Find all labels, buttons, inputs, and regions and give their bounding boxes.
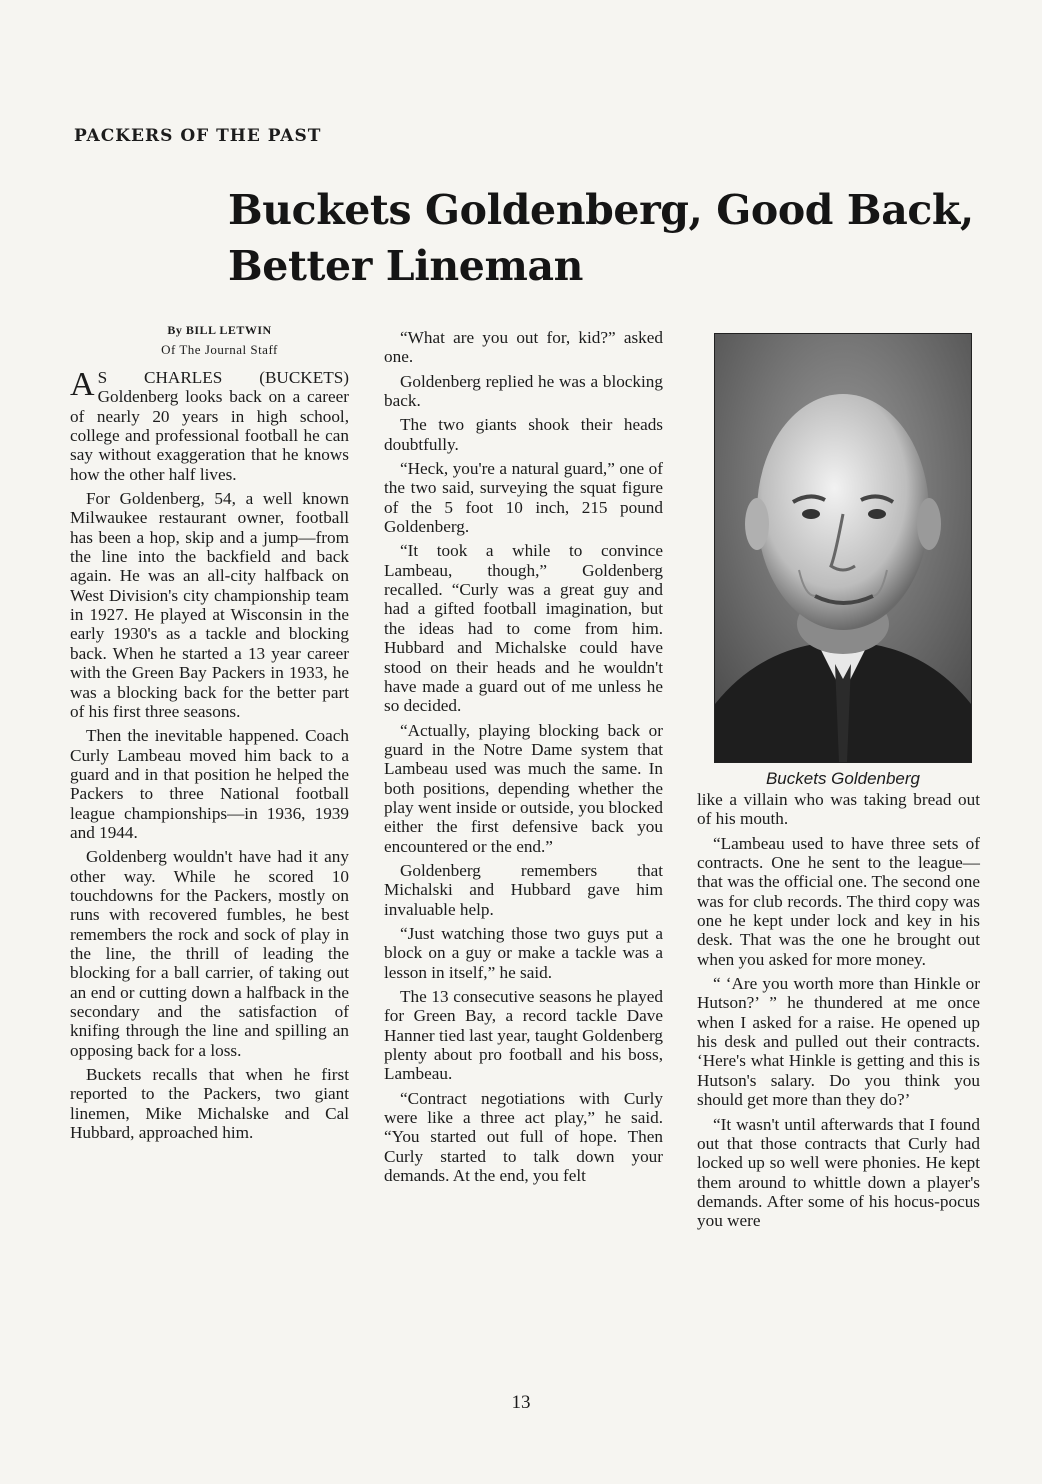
- paragraph: “It took a while to convince Lambeau, though,” Goldenberg recalled. “Curly was a great guy and had a gifted football imagination, but the ideas had to come from him. Hubbard and Michalske could have stood on their heads and he wouldn't have made a guard out of me unless he so decided.: [384, 541, 663, 716]
- drop-cap: A: [70, 366, 95, 403]
- lead-text: S CHARLES (BUCKETS) Goldenberg looks back on a career of nearly 20 years in high school, college and professional football he can say without exaggeration that he knows how the other half lives.: [70, 368, 349, 484]
- article-column-1: [70, 320, 349, 1147]
- portrait-photo: [714, 333, 972, 763]
- paragraph: “What are you out for, kid?” asked one.: [384, 328, 663, 367]
- headline-line-1: Buckets Goldenberg, Good Back,: [228, 186, 974, 234]
- paragraph: “It wasn't until afterwards that I found out that those contracts that Curly had locked up so well were phonies. He kept them around to whittle down a player's demands. After some of his hocus-pocus you were: [697, 1114, 980, 1231]
- paragraph: like a villain who was taking bread out of his mouth.: [697, 790, 980, 829]
- paragraph: Goldenberg remembers that Michalski and Hubbard gave him invaluable help.: [384, 860, 663, 919]
- paragraph: The 13 consecutive seasons he played for Green Bay, a record tackle Dave Hanner tied last year, taught Goldenberg plenty about pro football and his boss, Lambeau.: [384, 987, 663, 1084]
- paragraph: “Just watching those two guys put a block on a guy or make a tackle was a lesson in itself,” he said.: [384, 923, 663, 982]
- byline: [90, 320, 349, 360]
- headline: [228, 182, 1028, 294]
- paragraph: “Actually, playing blocking back or guard in the Notre Dame system that Lambeau used was much the same. In both positions, depending whether the play went inside or outside, you blocked either the first defensive back you encountered or the end.”: [384, 720, 663, 856]
- page-number: 13: [511, 1392, 531, 1413]
- byline-affiliation: Of The Journal Staff: [161, 342, 278, 357]
- byline-author: By BILL LETWIN: [167, 323, 272, 337]
- photo-caption: Buckets Goldenberg: [765, 769, 921, 788]
- article-column-3: [697, 790, 980, 1236]
- paragraph: The two giants shook their heads doubtfully.: [384, 415, 663, 454]
- headline-line-2: Better Lineman: [228, 242, 584, 290]
- portrait-illustration: [715, 334, 971, 762]
- paragraph: Goldenberg replied he was a blocking back.: [384, 371, 663, 411]
- section-kicker: PACKERS OF THE PAST: [74, 126, 322, 146]
- article-column-2: [384, 328, 663, 1190]
- paragraph: “Heck, you're a natural guard,” one of the two said, surveying the squat figure of the 5 foot 10 inch, 215 pound Goldenberg.: [384, 459, 663, 537]
- paragraph: Then the inevitable happened. Coach Curly Lambeau moved him back to a guard and in that position he helped the Packers to three National football league championships—in 1936, 1939 and 1944.: [70, 726, 349, 842]
- paragraph: “Contract negotiations with Curly were like a three act play,” he said. “You started out full of hope. Then Curly started to talk down your demands. At the end, you felt: [384, 1088, 663, 1186]
- lead-paragraph: [70, 368, 349, 484]
- paragraph: Goldenberg wouldn't have had it any other way. While he scored 10 touchdowns for the Packers, mostly on runs with recovered fumbles, he best remembers the rock and sock of play in the line, the thrill of leading the blocking for a ball carrier, of taking out an end or cutting down a halfback in the secondary and the satisfaction of knifing through the line and spilling an opposing back for a loss.: [70, 847, 349, 1060]
- paragraph: “ ‘Are you worth more than Hinkle or Hutson?’ ” he thundered at me once when I asked for a raise. He opened up his desk and pulled out their contracts. ‘Here's what Hinkle is getting and this is Hutson's salary. Do you think you should get more than they do?’: [697, 974, 980, 1110]
- paragraph: Buckets recalls that when he first reported to the Packers, two giant linemen, Mike Michalske and Cal Hubbard, approached him.: [70, 1065, 349, 1143]
- paragraph: “Lambeau used to have three sets of contracts. One he sent to the league—that was the official one. The second one was for club records. The third copy was one he kept under lock and key in his desk. That was the one he brought out when you asked for more money.: [697, 833, 980, 969]
- paragraph: For Goldenberg, 54, a well known Milwaukee restaurant owner, football has been a hop, skip and a jump—from the line into the backfield and back again. He was an all-city halfback on West Division's city championship team in 1927. He played at Wisconsin in the early 1930's as a tackle and blocking back. When he started a 13 year career with the Green Bay Packers in 1933, he was a blocking back for the better part of his first three seasons.: [70, 489, 349, 721]
